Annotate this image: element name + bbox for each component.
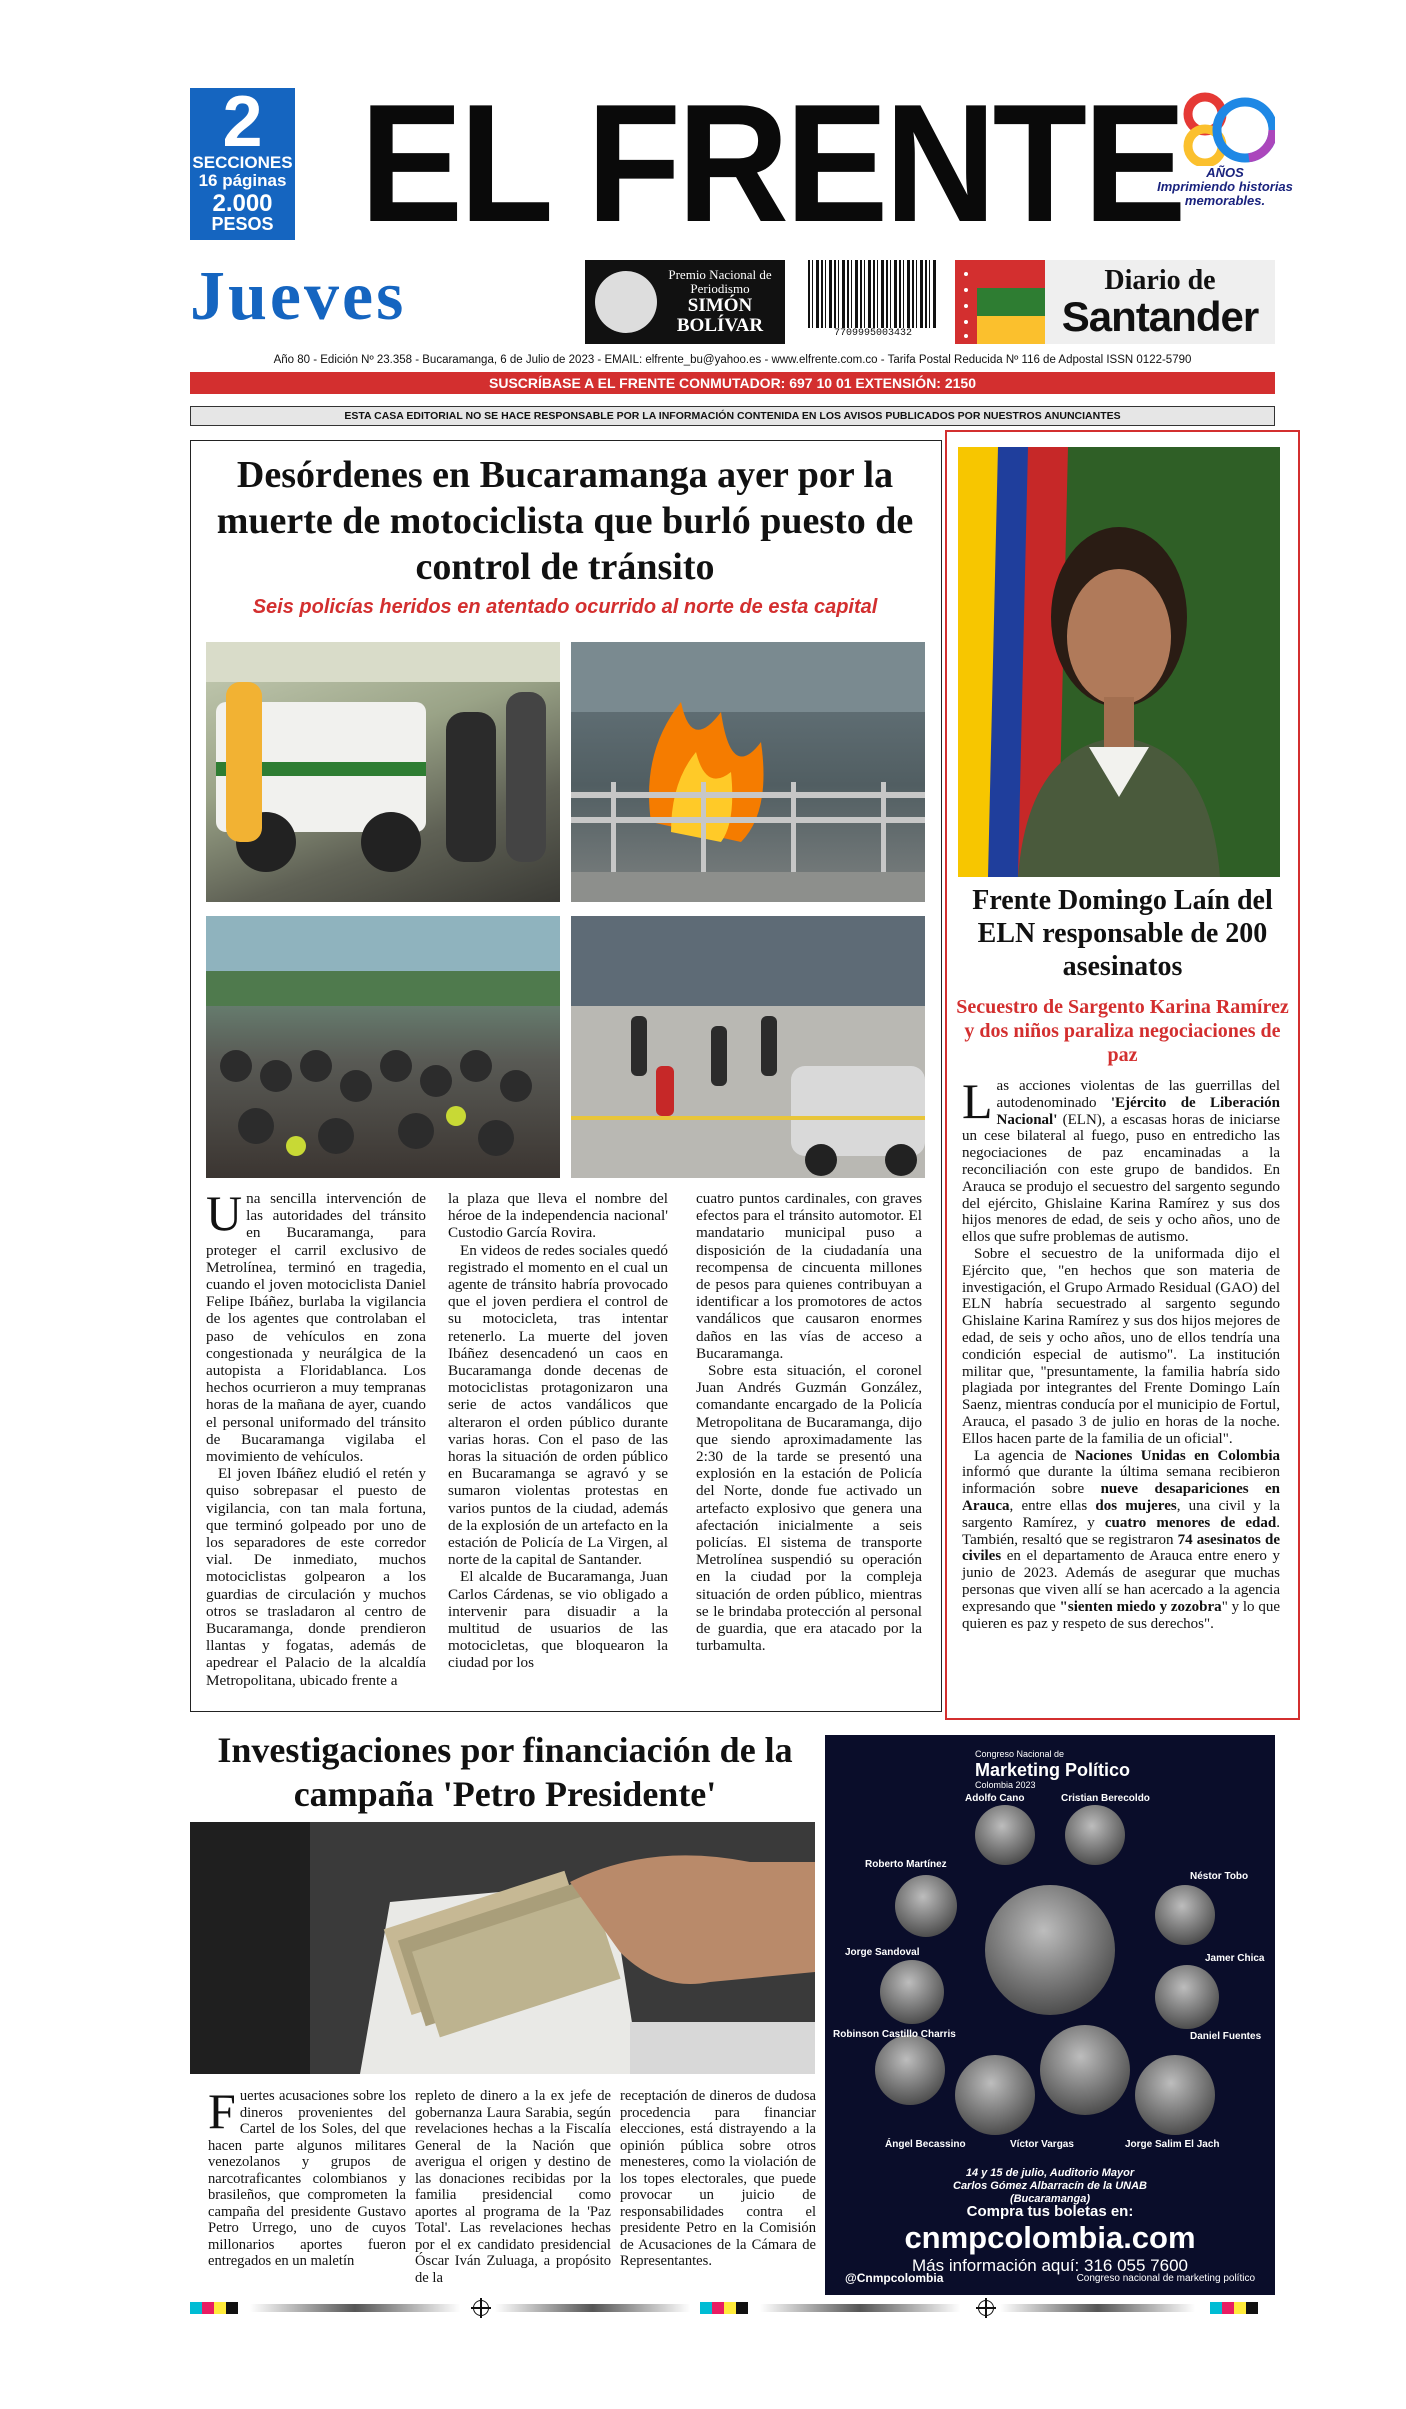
ad-congress-logo xyxy=(975,1749,1155,1791)
print-gradient-strip xyxy=(1000,2304,1195,2312)
registration-crosshair-icon xyxy=(978,2300,994,2316)
ad-call-to-action xyxy=(825,2203,1275,2276)
speaker-name: Jamer Chica xyxy=(1205,1953,1265,1964)
speaker-photo xyxy=(985,1885,1115,2015)
speaker-photo xyxy=(880,1960,944,2024)
speaker-photo xyxy=(1155,1965,1219,2029)
anniversary-80-icon xyxy=(1175,92,1275,166)
award-name-2: BOLÍVAR xyxy=(676,315,764,336)
photo-police-motorcycle xyxy=(206,642,560,902)
speaker-name: Cristian Berecoldo xyxy=(1061,1793,1150,1804)
partner-logo-line2: Santander xyxy=(1061,293,1259,340)
color-registration-mark xyxy=(190,2302,238,2314)
weekday-label: Jueves xyxy=(190,258,407,335)
award-badge xyxy=(585,260,785,344)
bottom-headline[interactable]: Investigaciones por financiación de la campaña 'Petro Presidente' xyxy=(217,1730,793,1814)
ad-footer xyxy=(845,2271,1255,2285)
speaker-photo xyxy=(975,1805,1035,1865)
speaker-name: Roberto Martínez xyxy=(865,1859,947,1870)
side-p3-g: " y lo que quieren es paz y respeto de sus derechos". xyxy=(962,1598,1280,1632)
side-p3-a: La agencia de xyxy=(974,1447,1075,1464)
bottom-story-column-1 xyxy=(208,2083,406,2270)
speaker-name: Jorge Sandoval xyxy=(845,1947,920,1958)
speaker-photo xyxy=(895,1875,957,1937)
price-unit: PESOS xyxy=(211,214,274,234)
side-p1-a: as acciones violentas de las guerrillas del autodenominado xyxy=(996,1078,1280,1111)
barcode xyxy=(808,260,938,344)
anniversary-badge xyxy=(1150,92,1300,222)
ad-congress-big: Marketing Político xyxy=(975,1760,1131,1780)
speaker-photo xyxy=(955,2055,1035,2135)
sections-price-box xyxy=(190,82,295,240)
color-registration-mark xyxy=(700,2302,748,2314)
barcode-bars-icon xyxy=(808,260,938,328)
ad-congress-small: Congreso Nacional de xyxy=(975,1749,1065,1759)
main-story-column-1 xyxy=(206,1185,426,1689)
side-p3-bold2: nueve desapariciones en Arauca xyxy=(962,1481,1280,1514)
ad-cta-text: Compra tus boletas en: xyxy=(966,2203,1134,2220)
ad-event-line-1: 14 y 15 de julio, Auditorio Mayor xyxy=(965,2167,1135,2179)
print-gradient-strip xyxy=(495,2304,690,2312)
main-col3-paragraph-2: Sobre esta situación, el coronel Juan Andrés Guzmán González, comandante encargado de la Policía Metropolitana de Bucaramanga, dijo que siendo aproximadamente las 2:30 de la tarde se presentó una explosión en la estación de Policía del Norte, donde fue activado un artefacto explosivo que genera una afectación inicialmente a seis policías. El sistema de transporte Metrolínea suspendió su operación en la ciudad por la compleja situación de orden público, mientras se le brindaba protección al personal de guardia, que era atacado por la turbamulta. xyxy=(696,1362,922,1655)
side-headline[interactable]: Frente Domingo Laín del ELN responsable de 200 asesinatos xyxy=(972,885,1273,982)
speaker-name: Víctor Vargas xyxy=(1010,2139,1074,2150)
side-p3-e: . También, resaltó que se registraron xyxy=(962,1514,1280,1548)
award-title: Premio Nacional de Periodismo xyxy=(668,267,772,296)
ad-congress-year: Colombia 2023 xyxy=(975,1780,1036,1790)
ad-website-link[interactable]: cnmpcolombia.com xyxy=(904,2220,1196,2255)
photo-burning-motorcycle xyxy=(571,642,925,902)
side-p3-b: informó que durante la última semana recibieron información sobre xyxy=(962,1464,1280,1498)
disclaimer-bar: ESTA CASA EDITORIAL NO SE HACE RESPONSABLE POR LA INFORMACIÓN CONTENIDA EN LOS AVISOS PUBLICADOS POR NUESTROS ANUNCIANTES xyxy=(190,406,1275,426)
speaker-photo xyxy=(1155,1885,1215,1945)
marketing-congress-ad[interactable] xyxy=(825,1735,1275,2295)
bottom-col2-text: repleto de dinero a la ex jefe de gobernanza Laura Sarabia, según revelaciones hechas a la Fiscalía General de la Nación que averigua el origen y destino de las donaciones recibidas por la familia presidencial como aportes al programa de la 'Paz Total'. Las revelaciones hechas por el ex candidato presidencial Óscar Iván Zuluaga, a propósito de la xyxy=(415,2088,611,2286)
photo-street-clash xyxy=(571,916,925,1178)
side-p1-bold: 'Ejército de Liberación Nacional' xyxy=(996,1094,1280,1128)
bottom-story-column-3 xyxy=(620,2088,816,2270)
main-col3-paragraph-1: cuatro puntos cardinales, con graves efectos para el tránsito automotor. El mandatario municipal puso a disposición de la ciudadanía una recompensa de cincuenta millones de pesos para quienes contribuyan a identificar a los promotores de actos vandálicos que causaron enormes daños en las vías de acceso a Bucaramanga. xyxy=(696,1190,922,1362)
main-col2-paragraph-3: El alcalde de Bucaramanga, Juan Carlos Cárdenas, se vio obligado a intervenir para disuadir a la multitud de usuarios de las motocicletas, que bloquearon la ciudad por los xyxy=(448,1568,668,1672)
print-gradient-strip xyxy=(760,2304,960,2312)
bottom-drop-cap: F xyxy=(208,2083,236,2139)
anniversary-label: AÑOS xyxy=(1206,165,1244,180)
bolivar-seal-icon xyxy=(595,271,657,333)
print-gradient-strip xyxy=(250,2304,460,2312)
side-p3-bold5: 74 asesinatos de civiles xyxy=(962,1531,1280,1565)
side-p3-bold3: dos mujeres xyxy=(1095,1497,1177,1514)
ad-event-info xyxy=(935,2167,1165,2206)
ad-social-handle[interactable]: @Cnmpcolombia xyxy=(845,2271,944,2285)
santander-flag-icon xyxy=(955,260,1045,344)
photo-money-ballot xyxy=(190,1822,815,2074)
pages-count: 16 páginas xyxy=(198,171,287,190)
award-name-1: SIMÓN xyxy=(687,295,753,316)
speaker-name: Néstor Tobo xyxy=(1190,1871,1249,1882)
side-p3-d: , una civil y la sargento Ramírez, y xyxy=(962,1497,1280,1531)
side-p3-bold4: cuatro menores de edad xyxy=(1104,1514,1277,1531)
side-drop-cap: L xyxy=(962,1073,993,1129)
bottom-col1-text: uertes acusaciones sobre los dineros provenientes del Cartel de los Soles, del que hacen parte algunos militares venezolanos y grupos de narcotraficantes colombianos y brasileños, que comprometen la campaña del presidente Gustavo Petro Urrego, uno de cuyos millonarios aportes fueron entregados en un maletín xyxy=(208,2088,406,2269)
speaker-photo xyxy=(875,2035,945,2105)
speaker-name: Jorge Salim El Jach xyxy=(1125,2139,1220,2150)
speaker-photo xyxy=(1040,2025,1130,2115)
bottom-story-column-2 xyxy=(415,2088,611,2286)
side-paragraph-2: Sobre el secuestro de la uniformada dijo el Ejército que, "en hechos que son materia de investigación, el Grupo Armado Residual (GAO) del ELN habría secuestrado al sargento segundo Ghislaine Karina Ramírez y sus dos hijos mejores de edad, de seis y ocho años, uno de ellos tendría una condición especial de autismo". La institución militar que, "presuntamente, la familia habría sido plagiada por integrantes del Frente Domingo Laín Saenz, mientras conducía por el municipio de Fortul, Arauca, el pasado 3 de julio en horas de la noche. Ellos hacen parte de la familia de un oficial". xyxy=(962,1245,1280,1447)
photo-motorcyclist-crowd xyxy=(206,916,560,1178)
main-col2-paragraph-2: En videos de redes sociales quedó registrado el momento en el cual un agente de tránsito habría provocado que el joven perdiera el control de su motocicleta, tras intentar retenerlo. La muerte del joven Ibáñez desencadenó un caos en Bucaramanga donde decenas de motociclistas protagonizaron una serie de actos vandálicos que alteraron el orden público durante varias horas. Con el paso de las horas la situación de orden público en Bucaramanga se agravó y se sumaron violentas protestas en varios puntos de la ciudad, además de la explosión de un artefacto en la estación de Policía de La Virgen, al norte de la capital de Santander. xyxy=(448,1241,668,1569)
subscribe-bar[interactable]: SUSCRÍBASE A EL FRENTE CONMUTADOR: 697 10 01 EXTENSIÓN: 2150 xyxy=(190,372,1275,394)
main-headline[interactable]: Desórdenes en Bucaramanga ayer por la muerte de motociclista que burló puesto de control de tránsito xyxy=(216,454,914,588)
side-p3-c: , entre ellas xyxy=(1009,1497,1096,1514)
speaker-name: Daniel Fuentes xyxy=(1190,2031,1262,2042)
main-subhead: Seis policías heridos en atentado ocurrido al norte de esta capital xyxy=(252,596,878,618)
speaker-photo xyxy=(1135,2055,1215,2135)
price-value: 2.000 xyxy=(212,190,273,217)
barcode-number: 7709995003432 xyxy=(833,328,912,339)
main-drop-cap: U xyxy=(206,1185,243,1241)
bottom-col3-text: receptación de dineros de dudosa procedencia para financiar elecciones, está distrayendo a la opinión pública sobre otros menesteres, como la violación de los topes electorales, que puede provocar un juicio de responsabilidades contra el presidente Petro en la Comisión de Acusaciones de la Cámara de Representantes. xyxy=(620,2088,816,2269)
partner-logo-line1: Diario de xyxy=(1104,265,1216,296)
ad-phone-info: Más información aquí: 316 055 7600 xyxy=(912,2256,1188,2275)
speaker-photo xyxy=(1065,1805,1125,1865)
registration-crosshair-icon xyxy=(473,2300,489,2316)
side-p3-bold1: Naciones Unidas en Colombia xyxy=(1074,1447,1280,1464)
main-col1-paragraph-2: El joven Ibáñez eludió el retén y quiso sobrepasar el puesto de vigilancia, con tan mala fortuna, que terminó golpeado por uno de los separadores de este corredor vial. De inmediato, muchos motociclistas golpearon a los guardias de circulación y muchos otros se trasladaron al centro de Bucaramanga, donde prendieron llantas y fogatas, además de apedrear el Palacio de la alcaldía Metropolitana, ubicado frente a xyxy=(206,1465,426,1689)
sections-number: 2 xyxy=(222,82,263,162)
ad-footer-org: Congreso nacional de marketing político xyxy=(1076,2272,1255,2284)
photo-sergeant-portrait xyxy=(958,447,1280,877)
main-story-column-2 xyxy=(448,1190,668,1672)
side-p3-f: en el departamento de Arauca entre enero y junio de 2023. Además de asegurar que muchas personas que viven allí se han acercado a la agencia expresando que xyxy=(962,1548,1280,1615)
partner-logo[interactable] xyxy=(1045,260,1275,344)
anniversary-tagline: Imprimiendo historias memorables. xyxy=(1157,179,1293,208)
side-p3-bold6: "sienten miedo y zozobra xyxy=(1059,1598,1222,1615)
color-registration-mark xyxy=(1210,2302,1258,2314)
speaker-name: Adolfo Cano xyxy=(965,1793,1025,1804)
speaker-name: Robinson Castillo Charris xyxy=(833,2029,956,2040)
main-story-column-3 xyxy=(696,1190,922,1654)
edition-info: Año 80 - Edición Nº 23.358 - Bucaramanga, 6 de Julio de 2023 - EMAIL: elfrente_bu@yahoo.es - www.elfrente.com.co - Tarifa Postal Reducida Nº 116 de Adpostal ISSN 0122-5790 xyxy=(273,354,1192,366)
side-story-body xyxy=(962,1073,1280,1632)
ad-event-line-2: Carlos Gómez Albarracín de la UNAB (Bucaramanga) xyxy=(953,2180,1147,2205)
side-p1-b: (ELN), a escasas horas de iniciarse un cese bilateral al fuego, puso en entredicho las negociaciones de paz encaminadas a la reconciliación con este grupo de bandidos. En Arauca se produjo el secuestro del sargento segundo del ejército, Ghislaine Karina Ramírez y sus dos hijos menores de edad, de seis y ocho años, uno de ellos que sufre problemas de autismo. xyxy=(962,1111,1280,1246)
main-col2-paragraph-1: la plaza que lleva el nombre del héroe de la independencia nacional' Custodio García Rovira. xyxy=(448,1190,668,1242)
sections-label: SECCIONES xyxy=(192,153,293,172)
side-subhead: Secuestro de Sargento Karina Ramírez y dos niños paraliza negociaciones de paz xyxy=(956,996,1289,1066)
speaker-name: Ángel Becassino xyxy=(885,2139,966,2150)
newspaper-logo[interactable]: EL FRENTE xyxy=(360,69,1183,257)
main-col1-paragraph-1: na sencilla intervención de las autoridades del tránsito en Bucaramanga, para proteger el carril exclusivo de Metrolínea, terminó en tragedia, cuando el joven motociclista Daniel Felipe Ibáñez, burlaba la vigilancia de los agentes que controlaban el paso de vehículos en zona congestionada y neurálgica de la autopista a Floridablanca. Los hechos ocurrieron a muy tempranas horas de la mañana de ayer, cuando el personal uniformado del tránsito de Bucaramanga vigilaba el movimiento de vehículos. xyxy=(206,1190,426,1466)
